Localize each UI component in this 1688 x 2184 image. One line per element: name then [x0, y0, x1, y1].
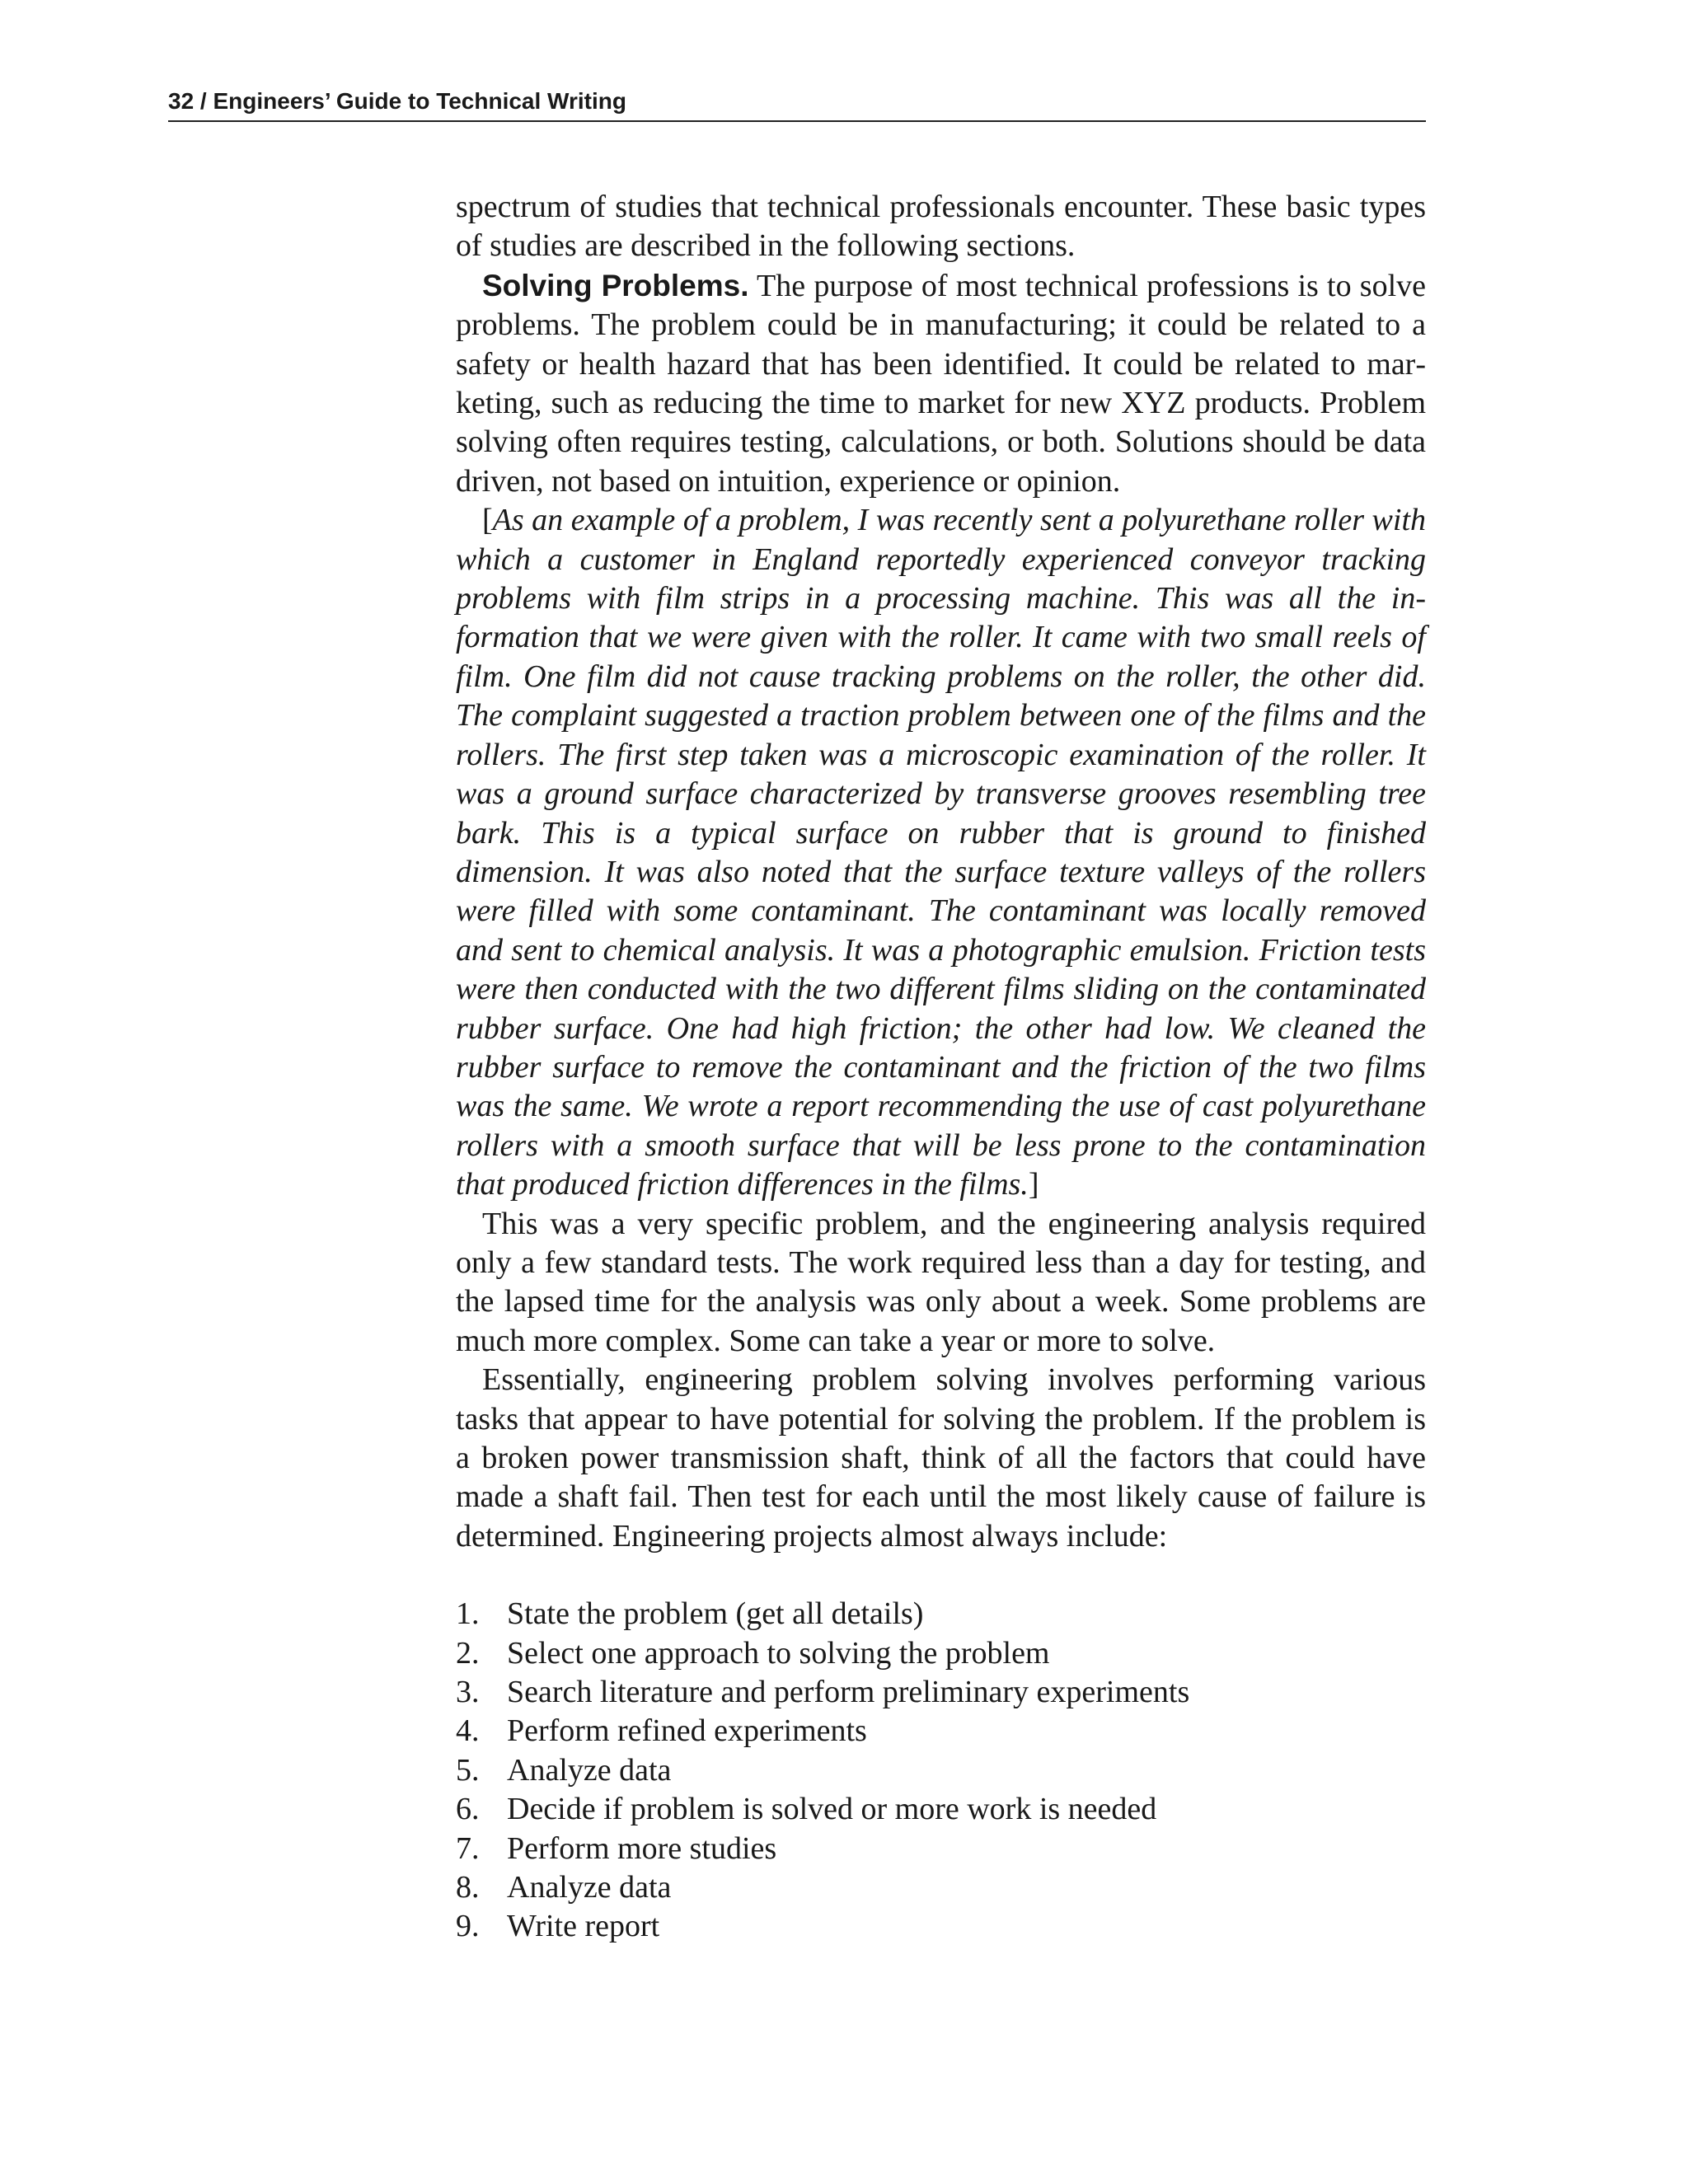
section-heading-solving-problems: Solving Problems. [482, 268, 749, 302]
list-item [456, 1830, 1426, 1868]
list-item-number: 1. [456, 1596, 480, 1632]
list-item [456, 1634, 1426, 1673]
list-item [456, 1790, 1426, 1829]
list-item-text: Perform more studies [507, 1830, 777, 1866]
list-item-number: 8. [456, 1869, 480, 1905]
list-item [456, 1595, 1426, 1633]
paragraph-essentially: Essentially, engineering problem solving involves performing various tasks that appear to have potential for solving the problem. If the problem is a broken power transmission shaft, think of all the factors that could have made a shaft fail. Then test for each until the most likely cause of failure is determined. Engineering projects almost always include: [456, 1362, 1426, 1554]
paragraph-example [456, 501, 1426, 1204]
open-bracket: [ [482, 503, 493, 538]
list-item [456, 1712, 1426, 1750]
list-item-number: 2. [456, 1635, 480, 1671]
example-text: As an example of a problem, I was recently sent a polyurethane roller with which a customer in England reportedly experienced conveyor tracking problems with film strips in a processing machine. This was all the information that we were given with the roller. It came with two small reels of film. One film did not cause tracking problems on the roller, the other did. The complaint suggested a traction problem between one of the films and the rollers. The first step taken was a microscopic examination of the roller. It was a ground surface characterized by transverse grooves resembling tree bark. This is a typical surface on rubber that is ground to finished dimension. It was also noted that the surface texture valleys of the rollers were filled with some contaminant. The contaminant was locally removed and sent to chemical analysis. It was a photographic emulsion. Friction tests were then conducted with the two different films sliding on the contaminated rubber surface. One had high friction; the other had low. We cleaned the rubber surface to remove the contaminant and the friction of the two films was the same. We wrote a report recommending the use of cast polyurethane rollers with a smooth surface that will be less prone to the contamination that produced friction differences in the films. [456, 503, 1426, 1202]
list-item-number: 6. [456, 1792, 480, 1827]
running-head: 32 / Engineers’ Guide to Technical Writing [168, 82, 1426, 122]
list-item [456, 1907, 1426, 1946]
list-item-number: 9. [456, 1909, 480, 1944]
list-item-text: Analyze data [507, 1869, 672, 1905]
body-text [456, 188, 1426, 1947]
paragraph-solving-problems [456, 266, 1426, 501]
list-item-text: Perform refined experiments [507, 1713, 867, 1749]
list-item-text: Search literature and perform preliminary experiments [507, 1675, 1190, 1709]
list-item-number: 3. [456, 1675, 480, 1709]
list-item-number: 5. [456, 1752, 480, 1788]
paragraph-intro: spectrum of studies that technical professionals encounter. These basic types of studies are described in the following sections. [456, 190, 1426, 264]
list-item-number: 7. [456, 1830, 480, 1866]
close-bracket: ] [1028, 1167, 1039, 1202]
list-item-text: Select one approach to solving the problem [507, 1635, 1050, 1671]
list-item-text: Analyze data [507, 1752, 672, 1788]
list-item-number: 4. [456, 1713, 480, 1749]
engineering-steps-list [456, 1595, 1426, 1947]
list-item-text: Write report [507, 1909, 660, 1944]
paragraph-specific-problem: This was a very specific problem, and the engineering analysis required only a few standard tests. The work required less than a day for testing, and the lapsed time for the analysis was only about a week. Some problems are much more complex. Some can take a year or more to solve. [456, 1206, 1426, 1358]
list-item-text: Decide if problem is solved or more work is needed [507, 1792, 1157, 1827]
list-item [456, 1868, 1426, 1907]
list-item-text: State the problem (get all details) [507, 1596, 924, 1632]
list-item [456, 1673, 1426, 1712]
paragraph-solving-problems-body: The purpose of most technical professions is to solve problems. The problem could be in manufacturing; it could be related to a safety or health hazard that has been identified. It could be related to marketing, such as reducing the time to market for new XYZ products. Problem solving often requires testing, calculations, or both. Solutions should be data driven, not based on intuition, experience or opinion. [456, 268, 1427, 499]
list-item [456, 1751, 1426, 1790]
